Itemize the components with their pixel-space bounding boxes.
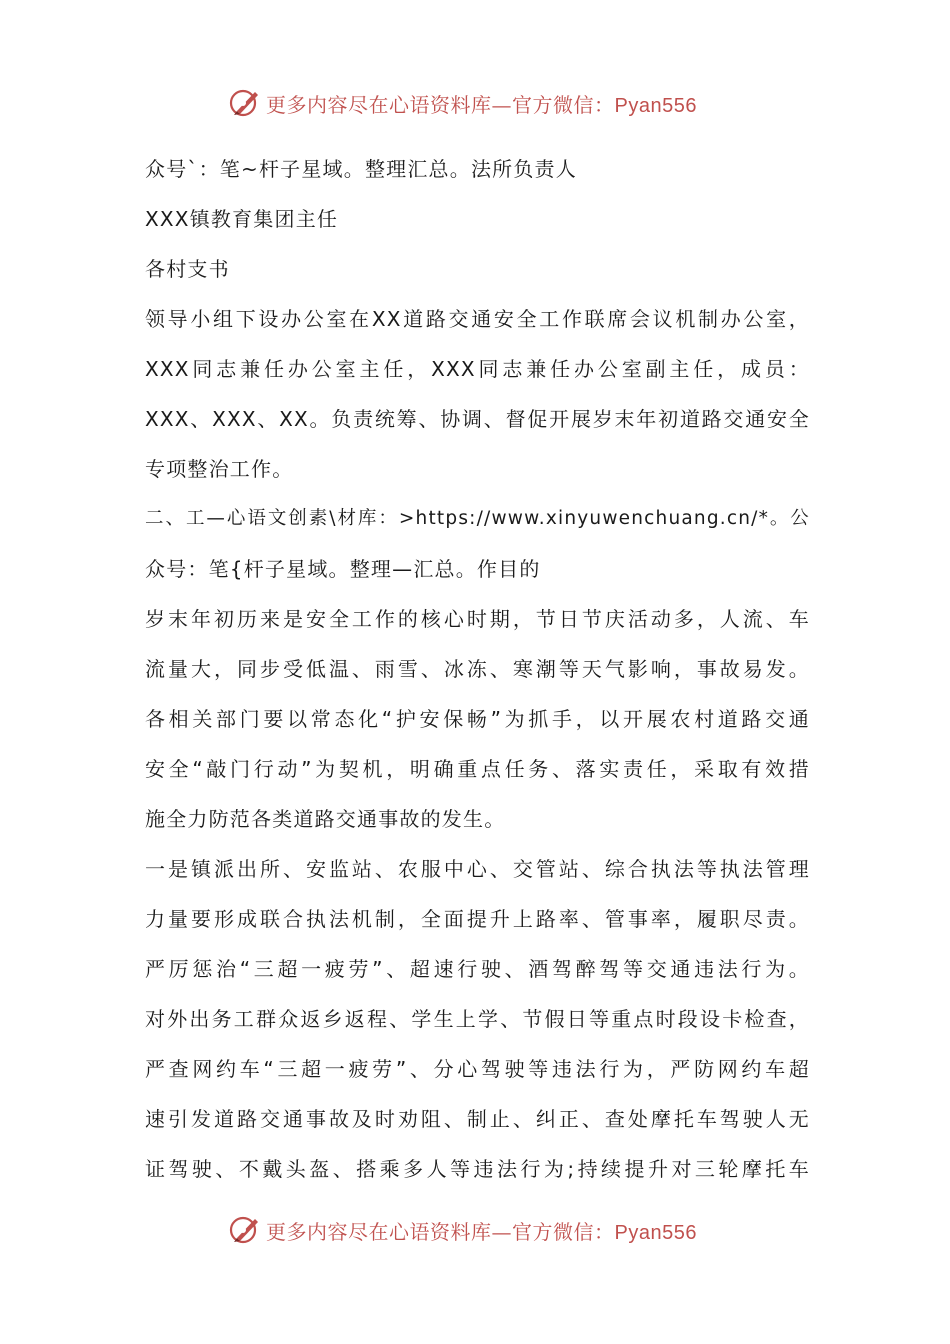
- text-line: 力量要形成联合执法机制，全面提升上路率、管事率，履职尽责。: [145, 907, 810, 931]
- text-line: 岁末年初历来是安全工作的核心时期，节日节庆活动多，人流、车: [145, 607, 810, 631]
- text-line: 专项整治工作。: [145, 457, 294, 481]
- text-line: 安全“敲门行动”为契机，明确重点任务、落实责任，采取有效措: [145, 757, 810, 781]
- document-body: [145, 148, 810, 1198]
- text-line: 对外出务工群众返乡返程、学生上学、节假日等重点时段设卡检查，: [145, 1007, 810, 1031]
- text-line: 证驾驶、不戴头盔、搭乘多人等违法行为;持续提升对三轮摩托车: [145, 1157, 810, 1181]
- text-line: XXX、XXX、XX。负责统筹、协调、督促开展岁末年初道路交通安全: [145, 407, 810, 431]
- text-line: 流量大，同步受低温、雨雪、冰冻、寒潮等天气影响，事故易发。: [145, 657, 810, 681]
- pen-logo-icon: [228, 86, 262, 120]
- banner-text: 更多内容尽在心语资料库—官方微信：Pyan556: [266, 1219, 697, 1244]
- wechat-id: Pyan556: [614, 1221, 697, 1244]
- banner-text: 更多内容尽在心语资料库—官方微信：Pyan556: [266, 92, 697, 117]
- text-line: 施全力防范各类道路交通事故的发生。: [145, 807, 506, 831]
- text-line: 严查网约车“三超一疲劳”、分心驾驶等违法行为，严防网约车超: [145, 1057, 810, 1081]
- text-line: XXX同志兼任办公室主任，XXX同志兼任办公室副主任，成员：: [145, 357, 810, 381]
- wechat-id: Pyan556: [614, 94, 697, 117]
- pen-logo-icon: [228, 1213, 262, 1247]
- text-line: 各相关部门要以常态化“护安保畅”为抓手，以开展农村道路交通: [145, 707, 810, 731]
- text-line: 速引发道路交通事故及时劝阻、制止、纠正、查处摩托车驾驶人无: [145, 1107, 810, 1131]
- text-line: 各村支书: [145, 257, 230, 281]
- text-line: XXX镇教育集团主任: [145, 207, 339, 231]
- text-line: 一是镇派出所、安监站、农服中心、交管站、综合执法等执法管理: [145, 857, 810, 881]
- text-line: 众号：笔{杆子星域。整理—汇总。作目的: [145, 557, 541, 581]
- text-line: 领导小组下设办公室在XX道路交通安全工作联席会议机制办公室，: [145, 307, 810, 331]
- text-line: 众号`：笔~杆子星域。整理汇总。法所负责人: [145, 157, 577, 181]
- text-line: 严厉惩治“三超一疲劳”、超速行驶、酒驾醉驾等交通违法行为。: [145, 957, 810, 981]
- footer-watermark-banner: [228, 1212, 748, 1248]
- text-line: 二、工—心语文创素\材库：>https://www.xinyuwenchuang.cn/*。公: [145, 508, 810, 529]
- header-watermark-banner: [228, 85, 748, 121]
